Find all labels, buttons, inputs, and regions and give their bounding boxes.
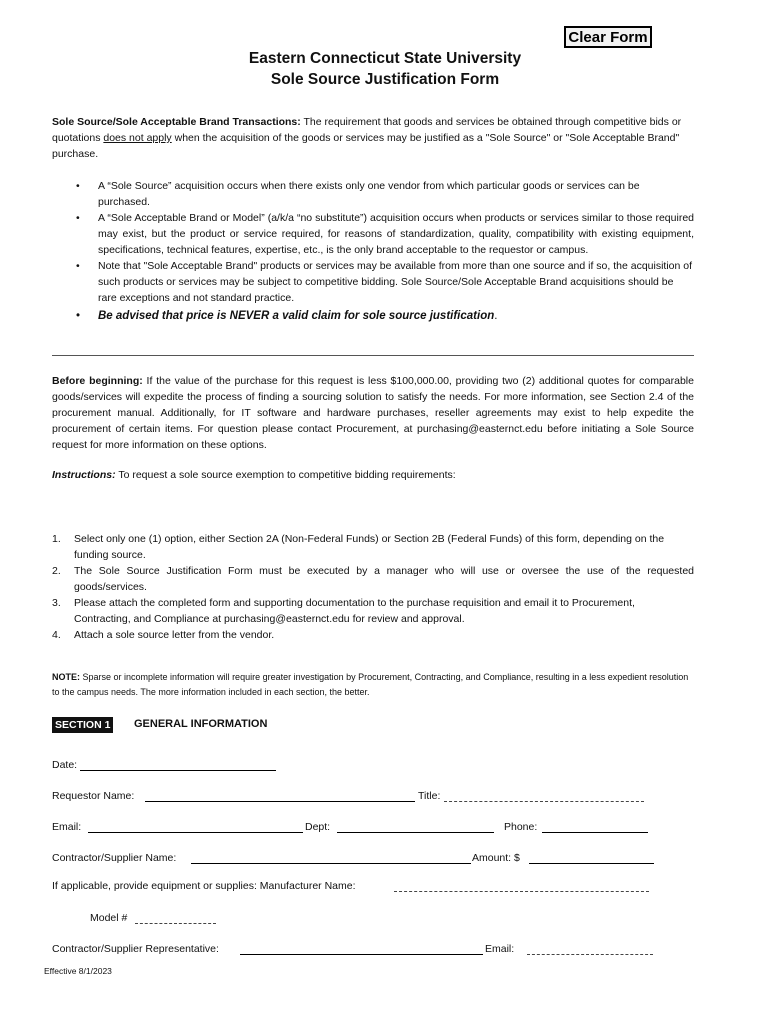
step-item — [52, 627, 694, 643]
note-paragraph — [52, 670, 694, 700]
form-title: Sole Source Justification Form — [270, 71, 500, 88]
step-number: 2. — [52, 565, 61, 577]
manufacturer-label: If applicable, provide equipment or supplies: Manufacturer Name: — [52, 880, 356, 892]
intro-lead: Sole Source/Sole Acceptable Brand Transactions: — [52, 116, 301, 128]
before-text: If the value of the purchase for this request is less $100,000.00, providing two (2) additional quotes for comparable goods/services will expedite the process of finding a sourcing solution to satisfy the needs. For more information, see Section 2.4 of the procurement manual. Additionally, for IT software and hardware purchases, reseller agreements may exist to help expedite the procurement of certain items. For question please contact Procurement, at purchasing@easternct.edu before initiating a Sole Source request for more information on these options. — [52, 375, 694, 451]
rep-email-field[interactable] — [527, 941, 653, 955]
before-lead: Before beginning: — [52, 375, 143, 387]
requestor-name-label: Requestor Name: — [52, 790, 135, 802]
definition-bullets — [76, 178, 694, 326]
phone-label: Phone: — [504, 821, 538, 833]
bullet-item — [76, 306, 694, 326]
bullet-item — [76, 258, 694, 306]
representative-field[interactable] — [240, 941, 483, 955]
bullet-text: A “Sole Source” acquisition occurs when there exists only one vendor from which particular goods or services can be purchased. — [98, 180, 640, 208]
intro-paragraph — [52, 114, 694, 162]
manufacturer-field[interactable] — [394, 878, 649, 892]
date-label: Date: — [52, 759, 78, 771]
step-number: 4. — [52, 629, 61, 641]
instructions-text: To request a sole source exemption to competitive bidding requirements: — [115, 469, 456, 481]
clear-form-button[interactable]: Clear Form — [564, 26, 652, 48]
contractor-name-field[interactable] — [191, 850, 471, 864]
step-item — [52, 563, 694, 595]
step-text: Please attach the completed form and supporting documentation to the purchase requisition and email it to Procurement, Contracting, and Compliance at purchasing@easternct.edu for review and approval. — [74, 597, 635, 625]
step-text: Attach a sole source letter from the vendor. — [74, 629, 275, 641]
intro-text-1: The requirement that goods and services be obtained through competitive bids or quotations — [52, 116, 682, 144]
instructions-line — [52, 467, 694, 483]
intro-text-2: when the acquisition of the goods or services may be justified as a "Sole Source" or "Sole Acceptable Brand" purchase. — [52, 132, 680, 160]
section-badge: SECTION 1 — [52, 717, 113, 733]
phone-field[interactable] — [542, 819, 648, 833]
effective-date: Effective 8/1/2023 — [44, 966, 112, 976]
price-warning: Be advised that price is NEVER a valid claim for sole source justification — [98, 310, 495, 322]
step-item — [52, 595, 694, 627]
before-beginning-paragraph — [52, 373, 694, 453]
bullet-item — [76, 210, 694, 258]
model-field[interactable] — [135, 910, 216, 924]
price-warning-end: . — [494, 310, 498, 322]
email-field[interactable] — [88, 819, 303, 833]
intro-emphasis: does not apply — [103, 132, 172, 144]
instruction-steps — [52, 531, 694, 643]
instructions-lead: Instructions: — [52, 469, 116, 481]
bullet-dot-icon: • — [76, 180, 80, 192]
note-lead: NOTE: — [52, 672, 80, 682]
model-label: Model # — [90, 912, 128, 924]
section-title: GENERAL INFORMATION — [134, 718, 268, 730]
step-number: 3. — [52, 597, 61, 609]
representative-label: Contractor/Supplier Representative: — [52, 943, 219, 955]
contractor-name-label: Contractor/Supplier Name: — [52, 852, 177, 864]
amount-field[interactable] — [529, 850, 654, 864]
requestor-name-field[interactable] — [145, 788, 415, 802]
bullet-item — [76, 178, 694, 210]
bullet-dot-icon: • — [76, 260, 80, 272]
amount-label: Amount: $ — [472, 852, 520, 864]
bullet-text: Note that "Sole Acceptable Brand" products or services may be available from more than one source and if so, the acquisition of such products or services may be subject to competitive bidding. Sole Source/Sole Acceptable Brand acquisitions should be rare exceptions and not standard practice. — [98, 260, 693, 304]
dept-label: Dept: — [305, 821, 331, 833]
dept-field[interactable] — [337, 819, 494, 833]
step-number: 1. — [52, 533, 61, 545]
title-label: Title: — [418, 790, 441, 802]
step-text: The Sole Source Justification Form must be executed by a manager who will use or oversee the use of the requested goods/services. — [74, 565, 694, 593]
step-item — [52, 531, 694, 563]
bullet-text: A “Sole Acceptable Brand or Model” (a/k/a “no substitute”) acquisition occurs when products or services similar to those required may exist, but the product or service required, for reasons of standardization, quality, compatibility with existing equipment, specifications, technical features, expertise, etc., is the only brand acceptable to the requestor or campus. — [98, 212, 694, 256]
note-text: Sparse or incomplete information will require greater investigation by Procurement, Contracting, and Compliance, resulting in a less expedient resolution to the campus needs. The more information included in each section, the better. — [52, 672, 689, 697]
date-field[interactable] — [80, 757, 276, 771]
email-label: Email: — [52, 821, 82, 833]
bullet-dot-icon: • — [76, 310, 81, 322]
step-text: Select only one (1) option, either Section 2A (Non-Federal Funds) or Section 2B (Federal Funds) of this form, depending on the funding source. — [74, 533, 665, 561]
rep-email-label: Email: — [485, 943, 515, 955]
divider — [52, 355, 694, 356]
title-field[interactable] — [444, 788, 644, 802]
bullet-dot-icon: • — [76, 212, 80, 224]
university-title: Eastern Connecticut State University — [248, 50, 522, 67]
